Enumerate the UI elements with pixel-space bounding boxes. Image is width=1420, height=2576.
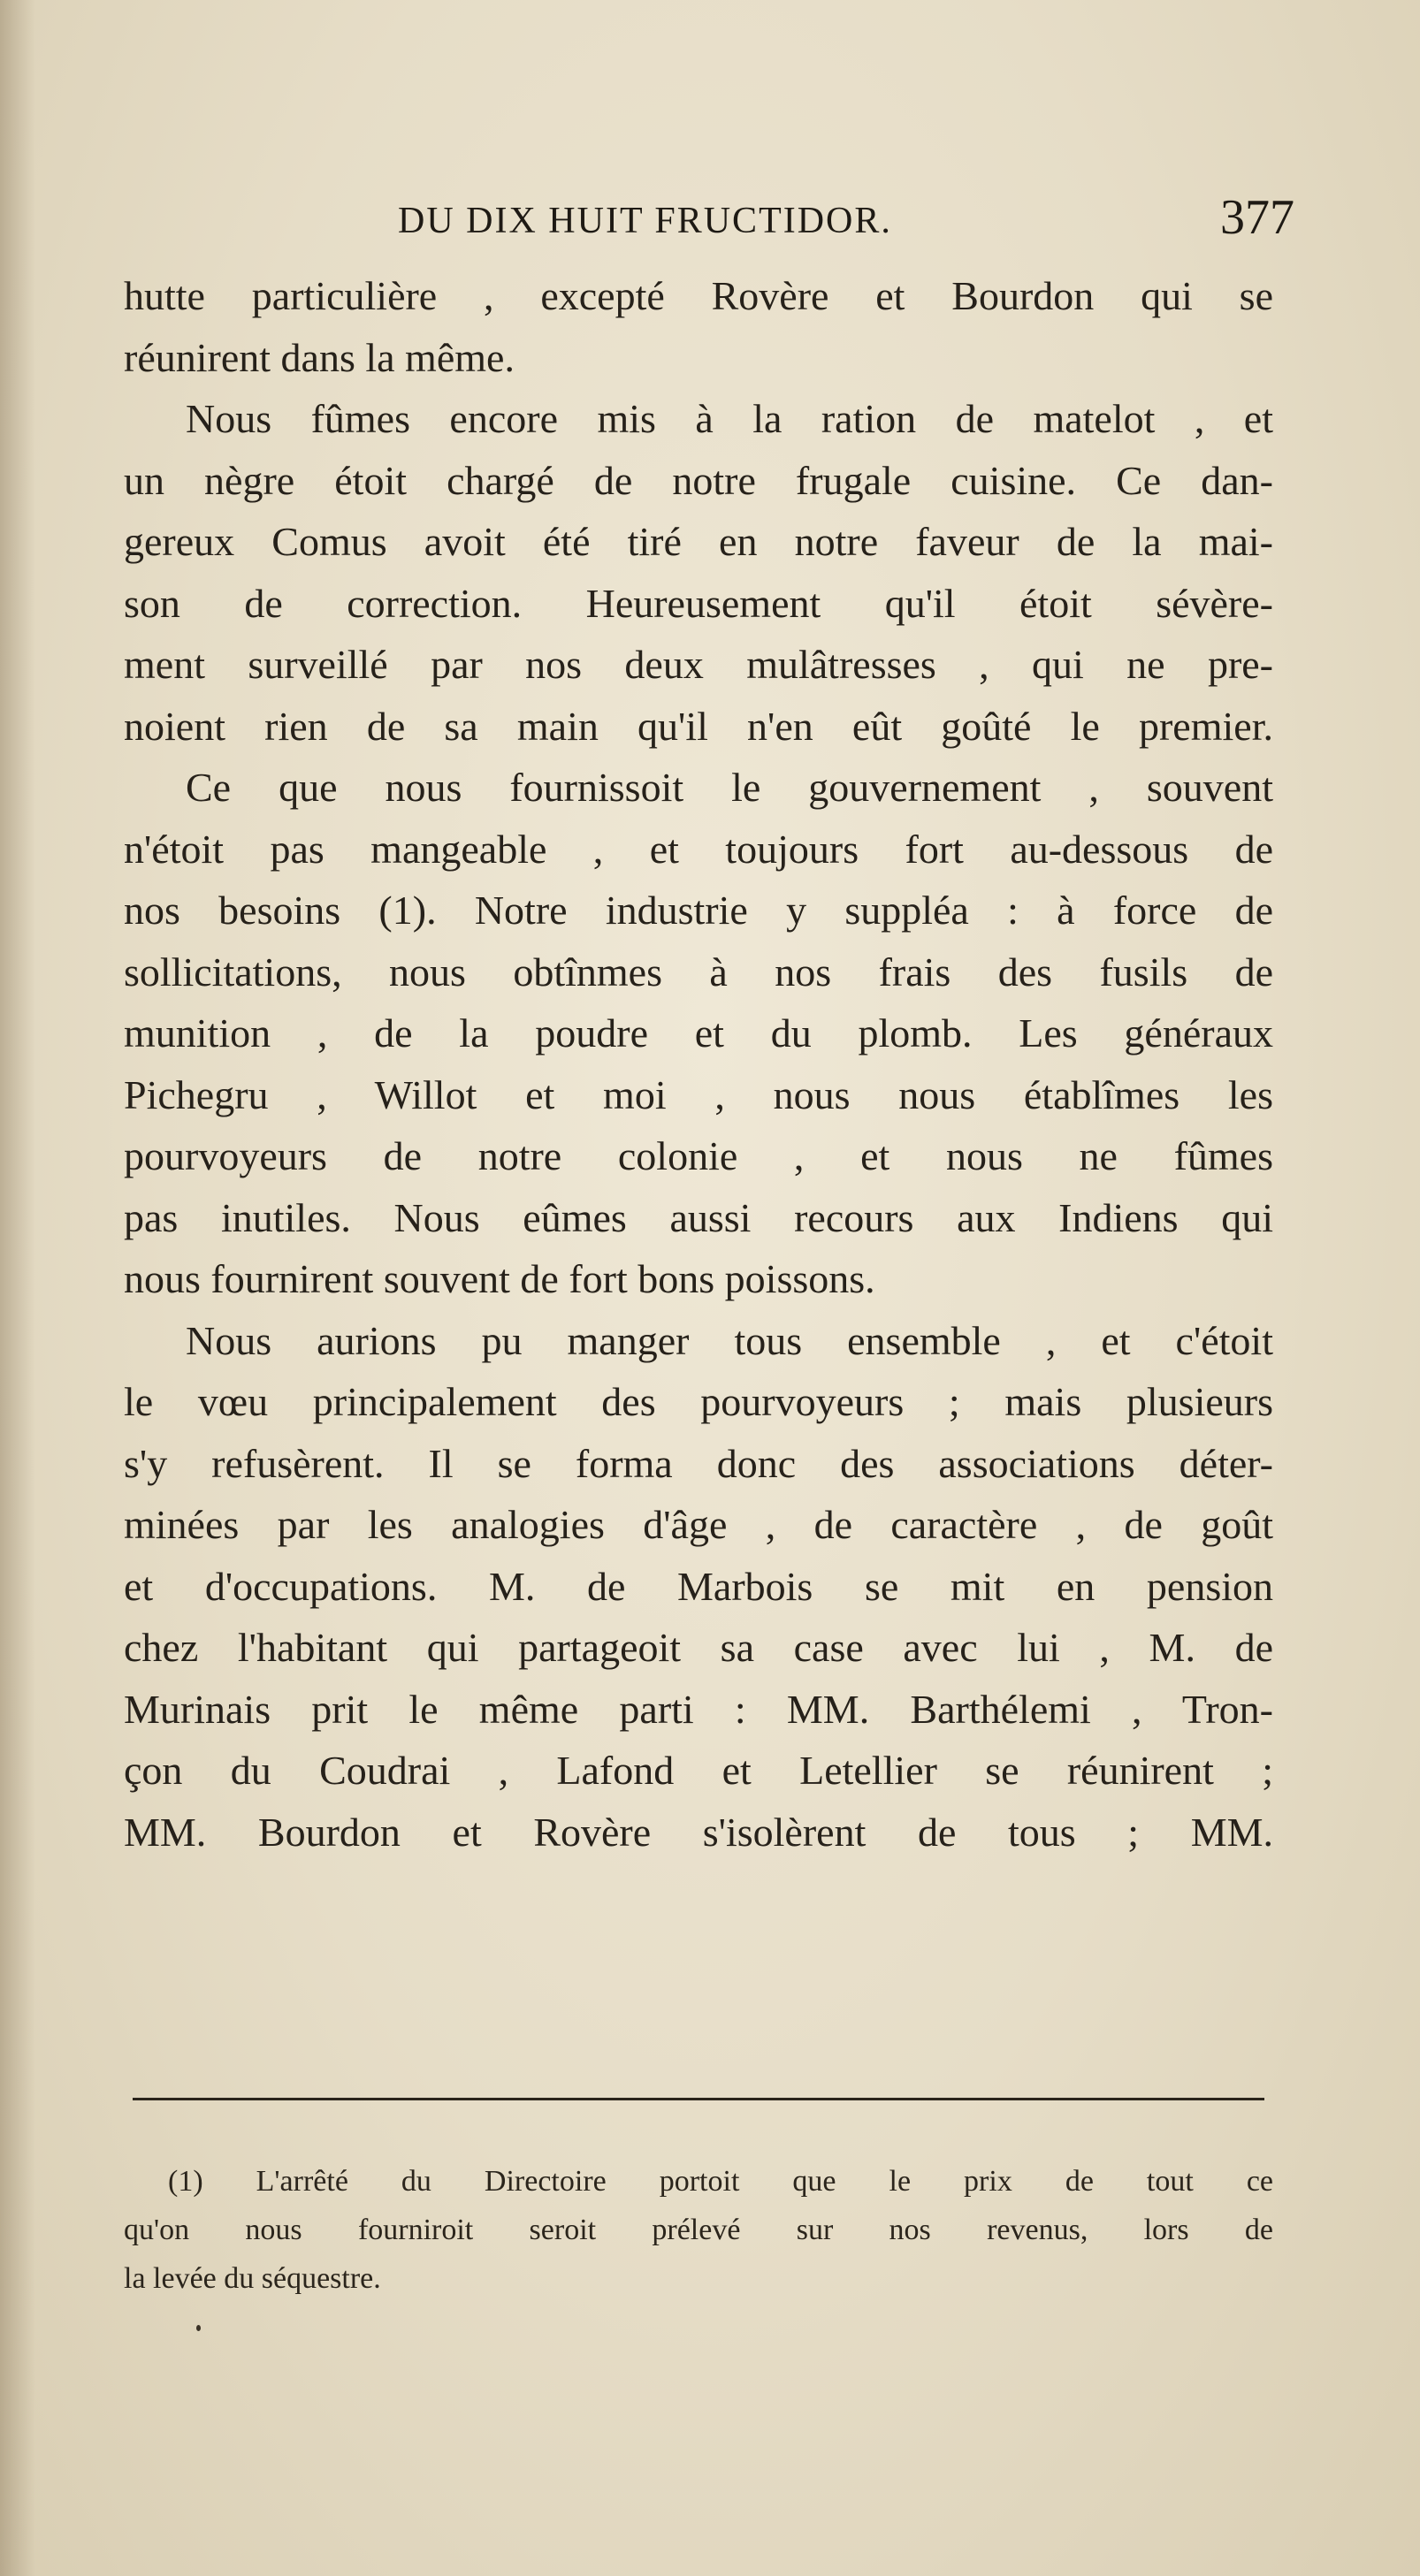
body-text xyxy=(124,265,1273,1863)
page-header xyxy=(124,189,1300,260)
text-line: pas inutiles. Nous eûmes aussi recours aux Indiens qui xyxy=(124,1194,1273,1240)
running-head: DU DIX HUIT FRUCTIDOR. xyxy=(398,201,892,241)
text-line: réunirent dans la même. xyxy=(124,334,515,380)
text-line: MM. Bourdon et Rovère s'isolèrent de tous ; MM. xyxy=(124,1809,1273,1855)
text-line: hutte particulière , excepté Rovère et Bourdon qui se xyxy=(124,273,1273,318)
text-line: un nègre étoit chargé de notre frugale cuisine. Ce dan- xyxy=(124,457,1273,503)
page-number: 377 xyxy=(1220,190,1294,245)
text-line: Pichegru , Willot et moi , nous nous établîmes les xyxy=(124,1071,1273,1117)
text-line: le vœu principalement des pourvoyeurs ; mais plusieurs xyxy=(124,1379,1273,1424)
text-line: pourvoyeurs de notre colonie , et nous ne fûmes xyxy=(124,1133,1273,1178)
text-line: n'étoit pas mangeable , et toujours fort au-dessous de xyxy=(124,826,1273,872)
text-line: gereux Comus avoit été tiré en notre faveur de la mai- xyxy=(124,519,1273,564)
text-line: et d'occupations. M. de Marbois se mit en pension xyxy=(124,1563,1273,1609)
text-line: munition , de la poudre et du plomb. Les généraux xyxy=(124,1010,1273,1056)
text-line: sollicitations, nous obtînmes à nos frais des fusils de xyxy=(124,949,1273,995)
page-edge-shadow xyxy=(0,0,35,2576)
footnote xyxy=(124,2157,1273,2303)
text-line: chez l'habitant qui partageoit sa case avec lui , M. de xyxy=(124,1625,1273,1670)
text-line: Nous fûmes encore mis à la ration de matelot , et xyxy=(186,396,1273,441)
footnote-line: (1) L'arrêté du Directoire portoit que le prix de tout ce xyxy=(168,2165,1273,2198)
text-line: s'y refusèrent. Il se forma donc des associations déter- xyxy=(124,1440,1273,1486)
footnote-line: la levée du séquestre. xyxy=(124,2262,381,2295)
text-line: Ce que nous fournissoit le gouvernement , souvent xyxy=(186,765,1273,810)
text-line: son de correction. Heureusement qu'il étoit sévère- xyxy=(124,580,1273,626)
text-line: minées par les analogies d'âge , de caractère , de goût xyxy=(124,1502,1273,1547)
text-line: Nous aurions pu manger tous ensemble , et c'étoit xyxy=(186,1317,1273,1363)
text-line: ment surveillé par nos deux mulâtresses , qui ne pre- xyxy=(124,642,1273,687)
text-line: çon du Coudrai , Lafond et Letellier se réunirent ; xyxy=(124,1748,1273,1793)
text-line: nos besoins (1). Notre industrie y suppléa : à force de xyxy=(124,888,1273,933)
text-line: Murinais prit le même parti : MM. Barthélemi , Tron- xyxy=(124,1686,1273,1732)
text-line: noient rien de sa main qu'il n'en eût goûté le premier. xyxy=(124,703,1273,749)
footnote-line: qu'on nous fourniroit seroit prélevé sur nos revenus, lors de xyxy=(124,2214,1273,2246)
footnote-rule xyxy=(133,2098,1264,2100)
text-line: nous fournirent souvent de fort bons poissons. xyxy=(124,1256,875,1301)
ink-speck xyxy=(196,2325,201,2331)
